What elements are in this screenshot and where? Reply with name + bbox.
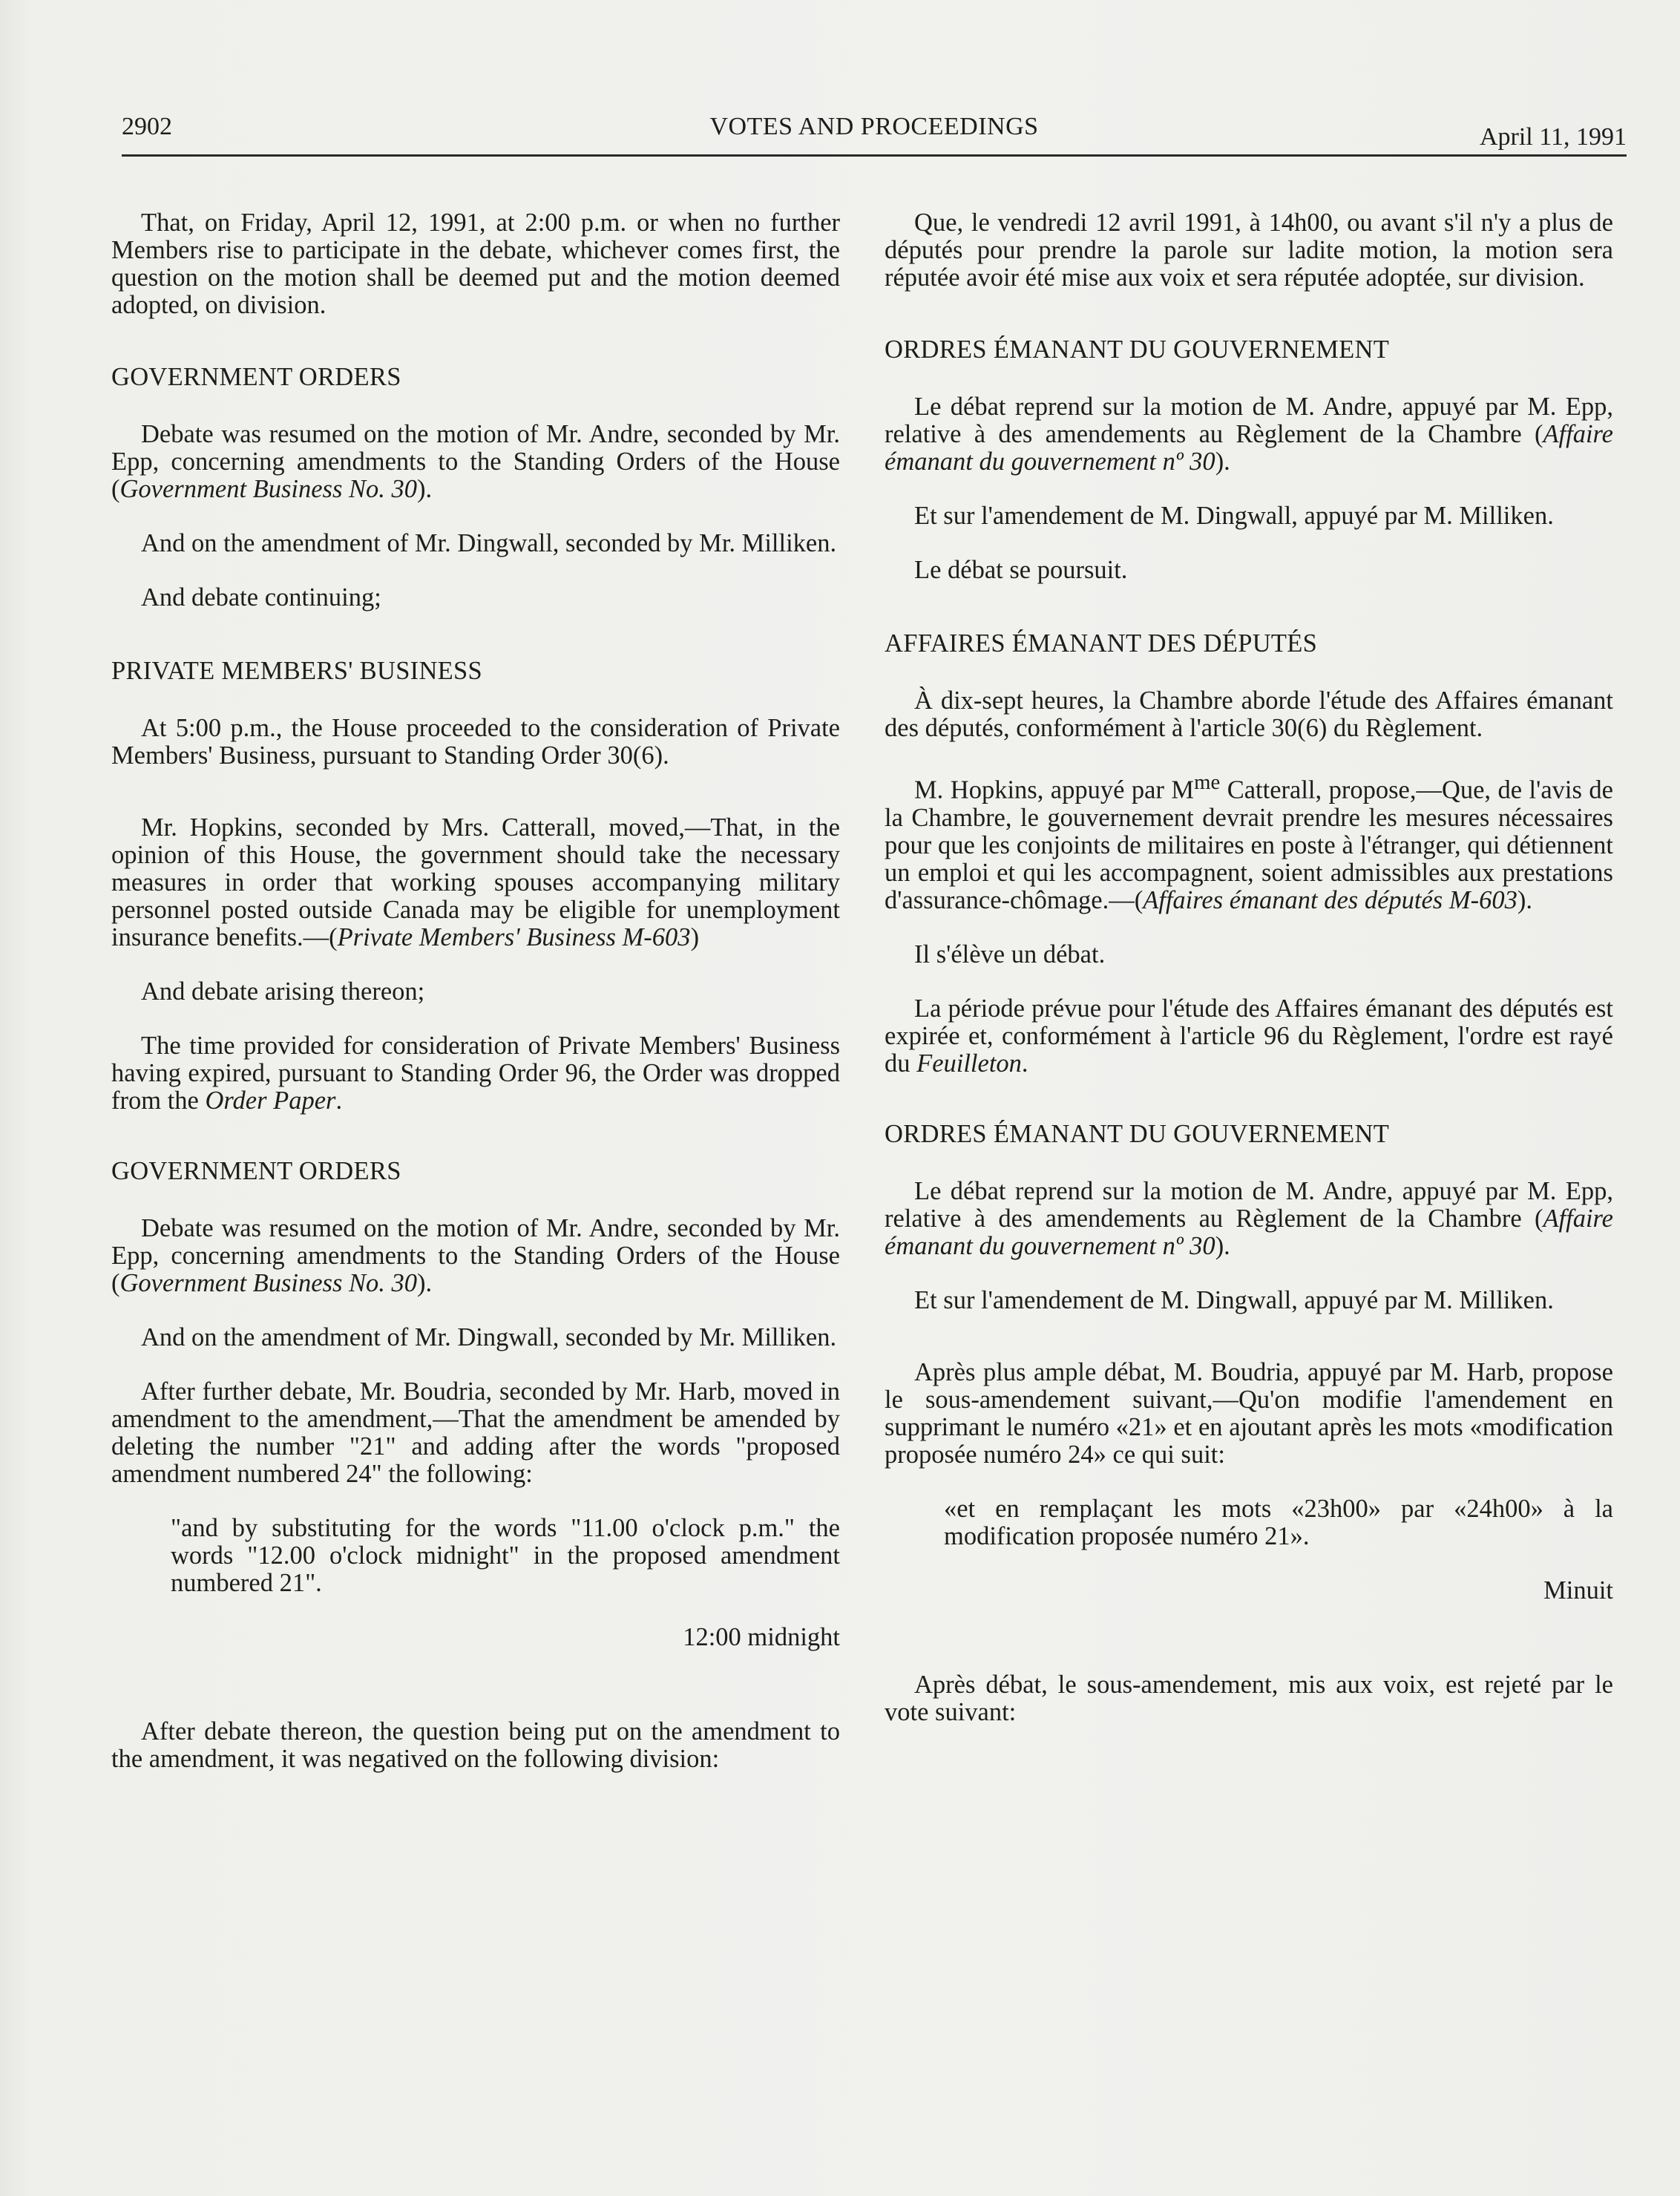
- paragraph: La période prévue pour l'étude des Affaires émanant des députés est expirée et, conformément à l'article 96 du Règlement, l'ordre est rayé du Feuilleton.: [885, 994, 1613, 1078]
- paragraph: M. Hopkins, appuyé par $M^{me}$ Catterall, propose,—Que, de l'avis de la Chambre, le gouvernement devrait prendre les mesures nécessaires pour que les conjoints de militaires en poste à l'étranger, qui détiennent un emploi et qui les accompagnent, soient admissibles aux prestations d'assurance-chômage.—(Affaires émanant des députés M-603).: [885, 770, 1613, 914]
- section-heading-government-orders: GOVERNMENT ORDERS: [111, 1157, 401, 1185]
- section-heading-government-orders: GOVERNMENT ORDERS: [111, 363, 401, 391]
- page-number: 2902: [122, 113, 172, 140]
- paragraph: After debate thereon, the question being put on the amendment to the amendment, it was negatived on the following division:: [111, 1717, 840, 1773]
- paragraph: After further debate, Mr. Boudria, seconded by Mr. Harb, moved in amendment to the amendment,—That the amendment be amended by deleting the number "21" and adding after the words "proposed amendment numbered 24" the following:: [111, 1377, 840, 1488]
- paragraph: Le débat se poursuit.: [914, 556, 1128, 584]
- paragraph: And on the amendment of Mr. Dingwall, seconded by Mr. Milliken.: [141, 1323, 837, 1351]
- paragraph: Debate was resumed on the motion of Mr. Andre, seconded by Mr. Epp, concerning amendments to the Standing Orders of the House (Government Business No. 30).: [111, 420, 840, 503]
- paragraph: And on the amendment of Mr. Dingwall, seconded by Mr. Milliken.: [141, 529, 837, 557]
- quoted-amendment: "and by substituting for the words "11.00 o'clock p.m." the words "12.00 o'clock midnight" in the proposed amendment numbered 21".: [171, 1514, 840, 1597]
- paragraph: À dix-sept heures, la Chambre aborde l'étude des Affaires émanant des députés, conformément à l'article 30(6) du Règlement.: [885, 686, 1613, 742]
- paragraph: At 5:00 p.m., the House proceeded to the consideration of Private Members' Business, pursuant to Standing Order 30(6).: [111, 714, 840, 770]
- header-date: April 11, 1991: [1479, 123, 1627, 151]
- paragraph: Et sur l'amendement de M. Dingwall, appuyé par M. Milliken.: [914, 502, 1554, 530]
- paragraph: Mr. Hopkins, seconded by Mrs. Catterall, moved,—That, in the opinion of this House, the government should take the necessary measures in order that working spouses accompanying military personnel posted outside Canada may be eligible for unemployment insurance benefits.—(Private Members' Business M-603): [111, 813, 840, 951]
- time-stamp: 12:00 midnight: [683, 1623, 840, 1651]
- paragraph: The time provided for consideration of Private Members' Business having expired, pursuant to Standing Order 96, the Order was dropped from the Order Paper.: [111, 1032, 840, 1115]
- paragraph: Après plus ample débat, M. Boudria, appuyé par M. Harb, propose le sous-amendement suivant,—Qu'on modifie l'amendement en supprimant le numéro «21» et en ajoutant après les mots «modification proposée numéro 24» ce qui suit:: [885, 1357, 1613, 1469]
- section-heading-affaires-deputes: AFFAIRES ÉMANANT DES DÉPUTÉS: [885, 629, 1318, 658]
- paragraph: Après débat, le sous-amendement, mis aux voix, est rejeté par le vote suivant:: [885, 1670, 1613, 1726]
- page-header: [122, 102, 1627, 157]
- french-column: [885, 209, 1613, 1753]
- paragraph: Le débat reprend sur la motion de M. Andre, appuyé par M. Epp, relative à des amendements au Règlement de la Chambre (Affaire émanant du gouvernement nº 30).: [885, 1176, 1613, 1260]
- section-heading-ordres-gouvernement: ORDRES ÉMANANT DU GOUVERNEMENT: [885, 1119, 1390, 1148]
- quoted-amendment: «et en remplaçant les mots «23h00» par «24h00» à la modification proposée numéro 21».: [944, 1494, 1613, 1550]
- running-title: VOTES AND PROCEEDINGS: [709, 113, 1039, 140]
- paragraph: And debate arising thereon;: [141, 977, 425, 1006]
- section-heading-private-members-business: PRIVATE MEMBERS' BUSINESS: [111, 657, 483, 685]
- intro-paragraph: That, on Friday, April 12, 1991, at 2:00 p.m. or when no further Members rise to participate in the debate, whichever comes first, the question on the motion shall be deemed put and the motion deemed adopted, on division.: [111, 209, 840, 319]
- paragraph: And debate continuing;: [141, 583, 381, 612]
- section-heading-ordres-gouvernement: ORDRES ÉMANANT DU GOUVERNEMENT: [885, 335, 1390, 364]
- paragraph: Il s'élève un débat.: [914, 940, 1106, 968]
- paragraph: Debate was resumed on the motion of Mr. Andre, seconded by Mr. Epp, concerning amendments to the Standing Orders of the House (Government Business No. 30).: [111, 1214, 840, 1297]
- intro-paragraph: Que, le vendredi 12 avril 1991, à 14h00, ou avant s'il n'y a plus de députés pour prendre la parole sur ladite motion, la motion sera réputée avoir été mise aux voix et sera réputée adoptée, sur division.: [885, 209, 1613, 292]
- paragraph: Le débat reprend sur la motion de M. Andre, appuyé par M. Epp, relative à des amendements au Règlement de la Chambre (Affaire émanant du gouvernement nº 30).: [885, 393, 1613, 476]
- paragraph: Et sur l'amendement de M. Dingwall, appuyé par M. Milliken.: [914, 1285, 1554, 1314]
- english-column: [111, 209, 840, 1800]
- time-stamp: Minuit: [1543, 1576, 1613, 1605]
